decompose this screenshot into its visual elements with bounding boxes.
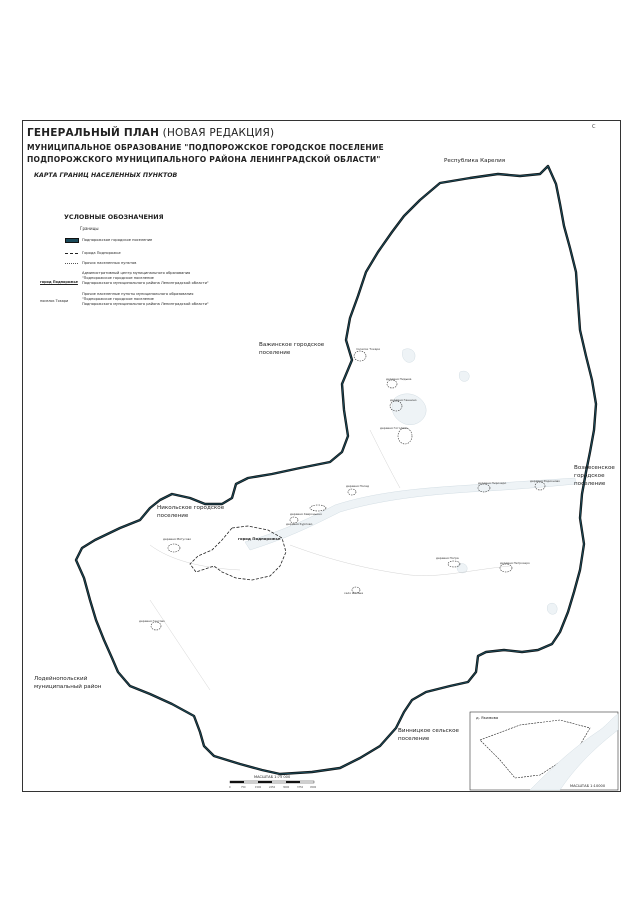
municipality-line-1: МУНИЦИПАЛЬНОЕ ОБРАЗОВАНИЕ "ПОДПОРОЖСКОЕ ГОРОДСКОЕ ПОСЕЛЕНИЕ xyxy=(27,143,384,152)
label-vinnitskoe-1: Винницкое сельское xyxy=(398,728,459,734)
lake-small-1 xyxy=(402,349,415,363)
label-settlement-12: село Шапша xyxy=(344,591,364,595)
label-voznesenskoe-3: поселение xyxy=(574,481,606,487)
label-voznesenskoe-1: Вознесенское xyxy=(574,465,615,471)
scale-bar xyxy=(229,775,317,789)
outline-tokari xyxy=(354,351,366,361)
settlement-boundary xyxy=(76,166,596,774)
outline-pidma xyxy=(387,380,397,388)
inset-scale: МАСШТАБ 1:10000 xyxy=(570,784,606,788)
label-nikolskoe-2: поселение xyxy=(157,513,189,519)
label-settlement-10: деревня Петрозеро xyxy=(500,561,530,565)
scale-bar-seg-3 xyxy=(258,781,272,783)
lake-small-2 xyxy=(459,371,469,381)
legend-item-settlements: Прочих населенных пунктов xyxy=(82,261,137,265)
water-bodies xyxy=(245,349,576,615)
label-settlement-2: деревня Ганнино xyxy=(390,398,417,402)
scale-title: МАСШТАБ 1:75 000 xyxy=(254,775,291,779)
scale-tick-6: 4500 xyxy=(310,786,317,789)
outline-posad xyxy=(348,489,356,495)
label-lodeynopolsky-2: муниципальный район xyxy=(34,684,102,690)
scale-tick-0: 0 xyxy=(229,786,231,789)
label-nikolskoe-1: Никольское городское xyxy=(157,505,225,511)
inset-map xyxy=(470,712,618,790)
legend-item-boundary: Подпорожское городское поселение xyxy=(82,238,153,242)
legend-title: УСЛОВНЫЕ ОБОЗНАЧЕНИЯ xyxy=(64,213,164,221)
title-bold: ГЕНЕРАЛЬНЫЙ ПЛАН xyxy=(27,127,160,139)
scale-bar-seg-5 xyxy=(286,781,300,783)
label-settlement-9: деревня Погра xyxy=(436,556,459,560)
lake-small-3 xyxy=(547,603,557,614)
legend-item-admin-2: "Подпорожское городское поселение xyxy=(82,276,154,280)
label-settlement-4: деревня Посад xyxy=(346,484,369,488)
stream-1 xyxy=(370,430,400,488)
label-settlement-5: деревня Хевроньино xyxy=(290,512,322,516)
legend-code-other: поселок Токари xyxy=(40,299,69,303)
legend-code-admin: город Подпорожье xyxy=(40,280,78,284)
scale-tick-4: 3000 xyxy=(283,786,290,789)
municipality-line-2: ПОДПОРОЖСКОГО МУНИЦИПАЛЬНОГО РАЙОНА ЛЕНИНГРАДСКОЙ ОБЛАСТИ" xyxy=(27,155,381,164)
label-voznesenskoe-2: городское xyxy=(574,473,605,479)
road-1 xyxy=(290,545,510,576)
label-settlement-8: деревня Родионово xyxy=(530,479,560,483)
stream-2 xyxy=(150,600,210,690)
title-rest: (НОВАЯ РЕДАКЦИЯ) xyxy=(159,127,275,139)
legend-section-borders: Границы xyxy=(80,226,99,231)
scale-tick-3: 2250 xyxy=(269,786,276,789)
map-subtitle: КАРТА ГРАНИЦ НАСЕЛЕННЫХ ПУНКТОВ xyxy=(34,172,178,179)
label-settlement-7: деревня Пирозеро xyxy=(478,481,507,485)
outline-gongovo xyxy=(151,622,161,630)
road-2 xyxy=(150,545,240,570)
label-lodeynopolsky-1: Лодейнопольский xyxy=(34,676,88,682)
label-settlement-3: деревня Гоголево xyxy=(380,426,408,430)
scale-tick-1: 750 xyxy=(241,786,246,789)
outline-myatusovo xyxy=(168,544,180,552)
corner-mark: С xyxy=(592,124,596,130)
scale-tick-2: 1500 xyxy=(255,786,262,789)
lake-small-4 xyxy=(457,564,467,573)
outline-gogolevo xyxy=(398,428,412,444)
inset-title: д. Якимова xyxy=(476,715,499,720)
settlement-boundary-fill xyxy=(76,166,596,774)
label-settlement-1: деревня Пидьма xyxy=(386,377,412,381)
minor-features xyxy=(150,430,510,690)
scale-bar-seg-1 xyxy=(230,781,244,783)
legend-item-other-3: Подпорожского муниципального района Ленинградской области" xyxy=(82,302,209,306)
label-settlement-6: деревня Мятусово xyxy=(163,537,192,541)
legend-item-admin-1: Административный центр муниципального образования xyxy=(82,271,191,275)
label-settlement-13: деревня Гонгово xyxy=(139,619,165,623)
legend-item-other-1: Прочие населенные пункты муниципального образования xyxy=(82,292,194,296)
label-city-podporozhye: город Подпорожье xyxy=(238,536,281,541)
legend-item-city: Города Подпорожье xyxy=(82,251,121,255)
label-karelia: Республика Карелия xyxy=(444,158,506,164)
label-vazhinskoe-1: Важинское городское xyxy=(259,342,325,348)
label-settlement-0: поселок Токари xyxy=(356,347,381,351)
outline-pogra xyxy=(448,561,460,567)
label-vinnitskoe-2: поселение xyxy=(398,736,430,742)
scale-tick-5: 3750 xyxy=(297,786,304,789)
legend-item-admin-3: Подпорожского муниципального района Ленинградской области" xyxy=(82,281,209,285)
outline-hevronino xyxy=(310,505,326,511)
label-vazhinskoe-2: поселение xyxy=(259,350,291,356)
outline-petrozero xyxy=(500,564,512,572)
legend-item-other-2: "Подпорожское городское поселение xyxy=(82,297,154,301)
label-settlement-11: деревня Курпово xyxy=(286,522,313,526)
